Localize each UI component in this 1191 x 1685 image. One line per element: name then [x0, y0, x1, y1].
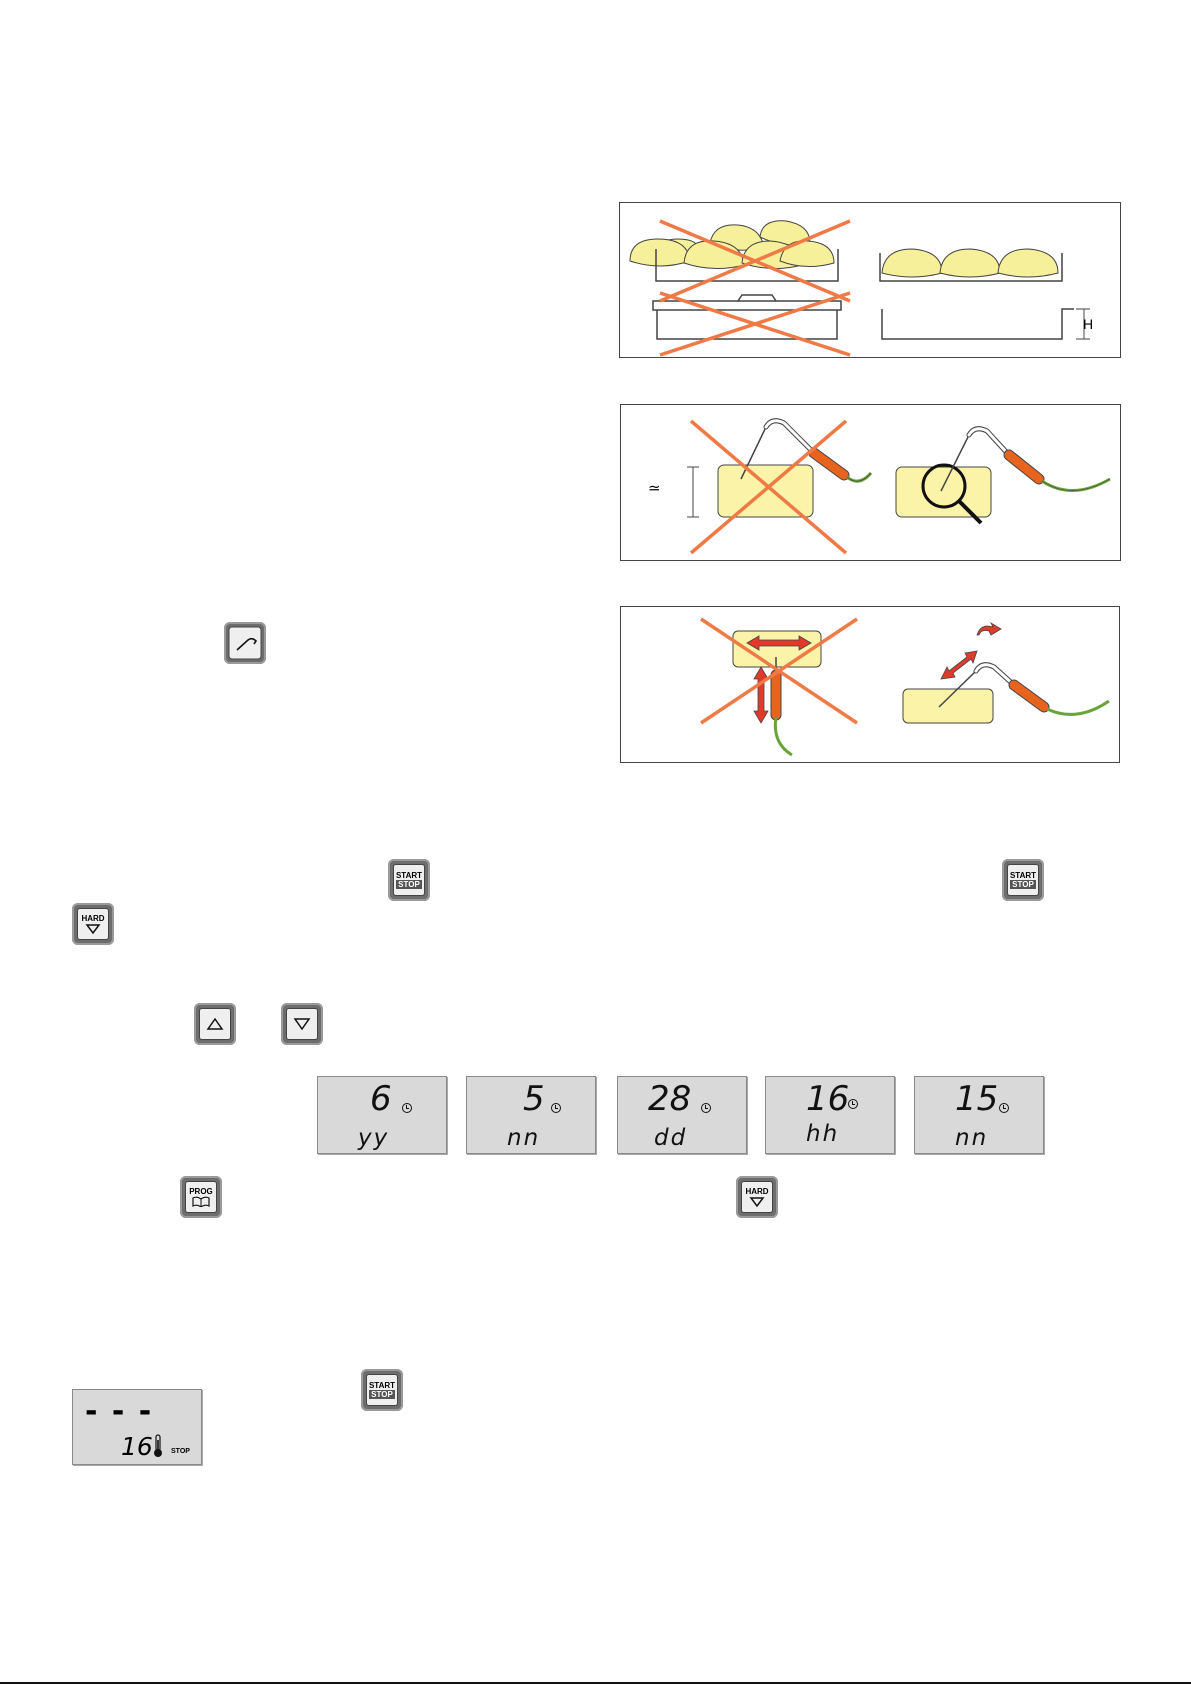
lcd-hour — [765, 1076, 895, 1154]
hard-down-key-2[interactable] — [736, 1176, 778, 1218]
figure-probe-movement — [620, 606, 1120, 763]
lcd-month — [466, 1076, 596, 1154]
prog-key[interactable] — [180, 1176, 222, 1218]
book-icon — [192, 1196, 210, 1207]
lcd-value: 5 — [523, 1079, 545, 1119]
start-stop-key-2[interactable] — [1002, 859, 1044, 901]
stacked-chickens-tray — [630, 221, 834, 269]
start-label: START — [395, 871, 423, 880]
lcd-minute — [914, 1076, 1044, 1154]
lcd-value: 15 — [955, 1079, 999, 1119]
up-key[interactable] — [194, 1003, 236, 1045]
clock-icon — [999, 1103, 1009, 1113]
thermometer-icon — [153, 1434, 163, 1458]
lcd-unit: hh — [806, 1121, 840, 1147]
stop-label: STOP — [1012, 880, 1034, 889]
start-stop-key[interactable] — [388, 859, 430, 901]
down-key[interactable] — [281, 1003, 323, 1045]
prog-label: PROG — [189, 1187, 213, 1196]
lcd-status — [72, 1389, 202, 1465]
start-label: START — [1009, 871, 1037, 880]
core-probe-key[interactable] — [224, 622, 266, 664]
single-layer-chickens — [882, 249, 1058, 277]
lcd-value: 28 — [648, 1079, 692, 1119]
lcd-unit: nn — [955, 1125, 989, 1151]
stop-label: STOP — [398, 880, 420, 889]
page-bottom-rule — [0, 1682, 1191, 1684]
triangle-down-icon — [749, 1196, 765, 1208]
triangle-down-icon — [85, 923, 101, 935]
approx-symbol: ≃ — [648, 480, 661, 497]
cross-mark — [691, 421, 846, 553]
clock-icon — [848, 1099, 858, 1109]
lcd-value: 6 — [370, 1079, 392, 1119]
figure-food-loading — [619, 202, 1121, 358]
height-label: H — [1083, 316, 1094, 332]
start-stop-key-3[interactable] — [361, 1369, 403, 1411]
clock-icon — [551, 1103, 561, 1113]
lcd-unit: nn — [507, 1125, 541, 1151]
clock-icon — [701, 1103, 711, 1113]
lcd-temperature: 16 — [121, 1432, 153, 1461]
lcd-unit: dd — [654, 1125, 688, 1151]
clock-icon — [402, 1103, 412, 1113]
hard-down-key[interactable] — [72, 903, 114, 945]
lcd-dashes: - - - — [85, 1394, 154, 1429]
start-label: START — [368, 1381, 396, 1390]
lcd-stop-label: STOP — [171, 1448, 190, 1455]
lcd-day — [617, 1076, 747, 1154]
stop-label: STOP — [371, 1390, 393, 1399]
lcd-unit: yy — [358, 1125, 390, 1151]
figure-probe-depth — [620, 404, 1121, 561]
lcd-year — [317, 1076, 447, 1154]
lcd-value: 16 — [806, 1079, 850, 1119]
triangle-up-icon — [206, 1017, 224, 1031]
triangle-down-icon — [293, 1017, 311, 1031]
hard-label: HARD — [745, 1186, 769, 1196]
hard-label: HARD — [81, 913, 105, 923]
